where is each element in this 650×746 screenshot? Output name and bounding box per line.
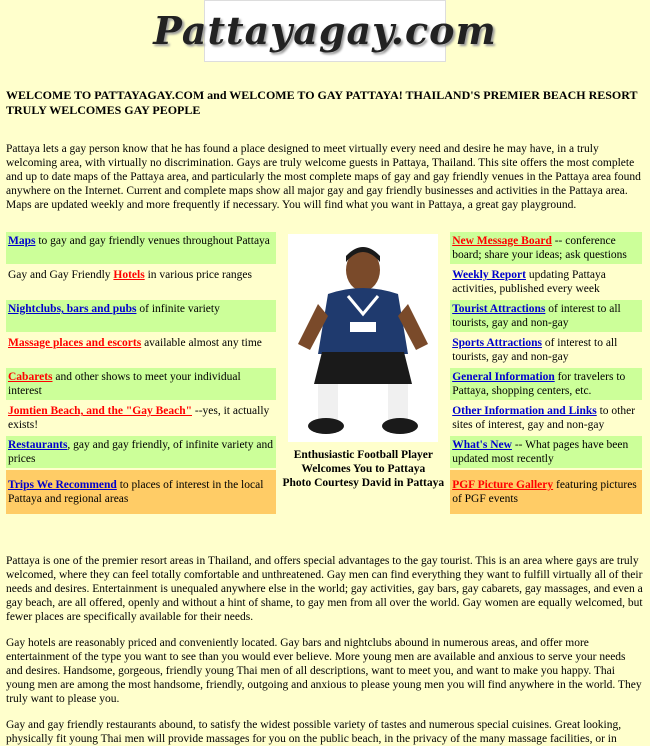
nav-desc: of infinite variety xyxy=(136,303,220,315)
photo-caption-line-1: Enthusiastic Football Player xyxy=(293,449,433,461)
navigation-grid xyxy=(4,230,644,516)
nav-cell-cabarets xyxy=(6,368,276,400)
trips-link[interactable]: Trips We Recommend xyxy=(8,479,117,491)
photo-caption-line-3: Photo Courtesy David in Pattaya xyxy=(282,477,445,489)
nav-desc: of interest to all tourists, gay and non-gay xyxy=(452,337,618,363)
body-paragraph-3: Gay and gay friendly restaurants abound, to satisfy the widest possible variety of tastes and numerous special cuisines. Great looking, physically fit young Thai men will provide massages for you on the public beach, in the privacy of the many massage facilities, or in xyxy=(6,719,622,745)
maps-link[interactable]: Maps xyxy=(8,235,36,247)
nav-cell-tourist-attractions xyxy=(450,300,642,332)
restaurants-link[interactable]: Restaurants xyxy=(8,439,68,451)
nav-desc: featuring pictures of PGF events xyxy=(452,479,637,505)
nav-desc: to places of interest in the local Pattaya and regional areas xyxy=(8,479,264,505)
nav-desc: for travelers to Pattaya, shopping centers, etc. xyxy=(452,371,626,397)
intro-paragraph: Pattaya lets a gay person know that he has found a place designed to meet virtually every need and desire he may have, in a truly welcoming area, with virtually no discrimination. Gays are truly welcome guests in Pattaya, Thailand. This site offers the most complete and up to date maps of the Pattaya area, and particularly the most complete maps of gay and gay friendly venues in the Pattaya area found anywhere on the Internet. Current and complete maps show all major gay and gay friendly businesses and activities in the Pattaya area. Maps are updated weekly and more frequently if necessary. You will find what you want in Pattaya, a great gay playground. xyxy=(6,143,641,211)
nav-cell-message-board xyxy=(450,232,642,264)
general-information-link[interactable]: General Information xyxy=(452,371,555,383)
nav-cell-other-information xyxy=(450,402,642,434)
other-information-link[interactable]: Other Information and Links xyxy=(452,405,597,417)
football-player-photo xyxy=(288,234,438,442)
nav-desc: of interest to all tourists, gay and non-gay xyxy=(452,303,621,329)
nav-desc: and other shows to meet your individual interest xyxy=(8,371,241,397)
weekly-report-link[interactable]: Weekly Report xyxy=(452,269,526,281)
picture-gallery-link[interactable]: PGF Picture Gallery xyxy=(452,479,554,491)
nav-cell-nightclubs xyxy=(6,300,276,332)
nav-cell-general-information xyxy=(450,368,642,400)
welcome-heading: WELCOME TO PATTAYAGAY.COM and WELCOME TO GAY PATTAYA! THAILAND'S PREMIER BEACH RESORT TRULY WELCOMES GAY PEOPLE xyxy=(6,88,638,117)
nav-desc: --yes, it actually exists! xyxy=(8,405,270,431)
site-logo[interactable]: Pattayagay.com xyxy=(204,0,446,62)
message-board-link[interactable]: New Message Board xyxy=(452,235,552,247)
nav-cell-sports-attractions xyxy=(450,334,642,366)
hotels-link[interactable]: Hotels xyxy=(113,269,145,281)
nav-prefix: Gay and Gay Friendly xyxy=(8,269,114,281)
whats-new-link[interactable]: What's New xyxy=(452,439,512,451)
nav-desc: -- conference board; share your ideas; ask questions xyxy=(452,235,627,261)
nav-cell-maps xyxy=(6,232,276,264)
nav-desc: , gay and gay friendly, of infinite variety and prices xyxy=(8,439,273,465)
nav-desc: updating Pattaya activities, published every week xyxy=(452,269,606,295)
nav-cell-jomtien-beach xyxy=(6,402,276,434)
nav-cell-hotels xyxy=(6,266,276,298)
cabarets-link[interactable]: Cabarets xyxy=(8,371,53,383)
nav-cell-trips xyxy=(6,470,276,514)
nav-desc: in various price ranges xyxy=(144,269,253,281)
nav-cell-restaurants xyxy=(6,436,276,468)
nav-cell-picture-gallery xyxy=(450,470,642,514)
nav-desc: to gay and gay friendly venues throughout Pattaya xyxy=(35,235,270,247)
photo-cell xyxy=(278,232,448,514)
body-paragraph-1: Pattaya is one of the premier resort areas in Thailand, and offers special advantages to the gay tourist. This is an area where gays are truly welcomed, where they can feel totally comfortable and unthreatened. Gay men can find everything they want to fulfill virtually all of their needs and desires. Entertainment is unequaled anywhere else in the world; gay activities, gay bars, gay cabarets, gay massages, and even a gay beach, are all offered, openly and without a hint of shame, to gay men from all over the world. Gay women are equally welcomed, but fewer places are specifically available for their needs. xyxy=(6,555,643,623)
tourist-attractions-link[interactable]: Tourist Attractions xyxy=(452,303,546,315)
nav-cell-weekly-report xyxy=(450,266,642,298)
nav-desc: to other sites of interest, gay and non-gay xyxy=(452,405,636,431)
nav-desc: available almost any time xyxy=(141,337,262,349)
body-paragraph-2: Gay hotels are reasonably priced and conveniently located. Gay bars and nightclubs abound in numerous areas, and offer more entertainment of the type you want to see than you would ever believe. More young men are available and anxious to serve your needs and desires. Handsome, gorgeous, friendly young Thai men of all descriptions, want to meet you, and want to make you happy. Thai young men are among the most handsome, friendly, outgoing and anxious to please young men you will find anywhere in the world. They truly want to please you. xyxy=(6,637,642,705)
nightclubs-link[interactable]: Nightclubs, bars and pubs xyxy=(8,303,137,315)
sports-attractions-link[interactable]: Sports Attractions xyxy=(452,337,542,349)
jomtien-beach-link[interactable]: Jomtien Beach, and the "Gay Beach" xyxy=(8,405,192,417)
nav-cell-massage xyxy=(6,334,276,366)
photo-caption-line-2: Welcomes You to Pattaya xyxy=(301,463,426,475)
massage-link[interactable]: Massage places and escorts xyxy=(8,337,142,349)
nav-desc: -- What pages have been updated most recently xyxy=(452,439,629,465)
nav-cell-whats-new xyxy=(450,436,642,468)
